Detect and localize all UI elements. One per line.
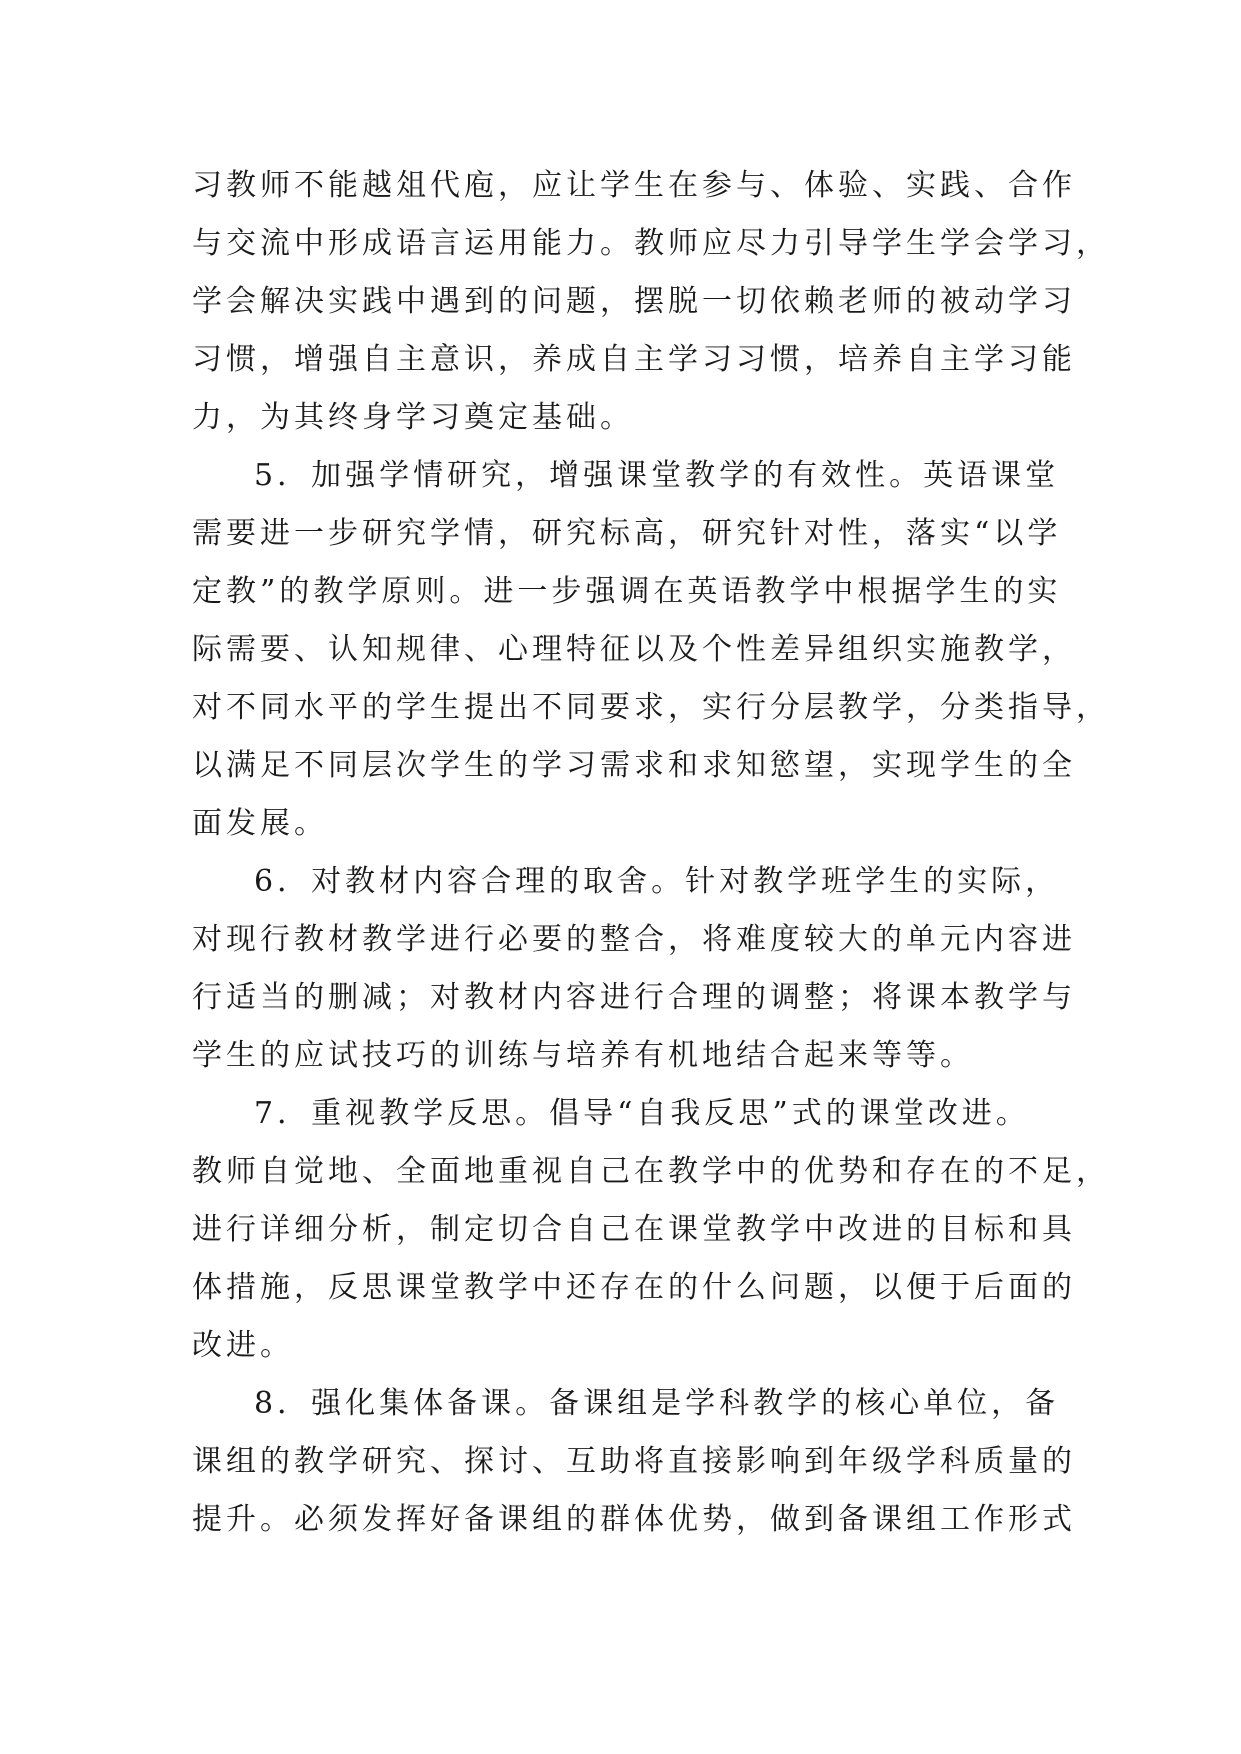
text-line: 习惯，增强自主意识，养成自主学习习惯，培养自主学习能 — [192, 342, 1076, 377]
paragraph-7-heading-line: 7．重视教学反思。倡导“自我反思”式的课堂改进。 — [254, 1096, 1030, 1131]
text-line: 力，为其终身学习奠定基础。 — [192, 400, 634, 435]
text-line: 习教师不能越俎代庖，应让学生在参与、体验、实践、合作 — [192, 168, 1076, 203]
paragraph-8-heading-line: 8．强化集体备课。备课组是学科教学的核心单位，备 — [254, 1386, 1060, 1421]
text-line: 行适当的删减；对教材内容进行合理的调整；将课本教学与 — [192, 980, 1076, 1015]
text-line: 以满足不同层次学生的学习需求和求知慾望，实现学生的全 — [192, 748, 1076, 783]
text-line: 教师自觉地、全面地重视自己在教学中的优势和存在的不足， — [192, 1154, 1110, 1189]
text-line: 提升。必须发挥好备课组的群体优势，做到备课组工作形式 — [192, 1502, 1076, 1537]
text-line: 学会解决实践中遇到的问题，摆脱一切依赖老师的被动学习 — [192, 284, 1076, 319]
text-line: 与交流中形成语言运用能力。教师应尽力引导学生学会学习， — [192, 226, 1110, 261]
text-line: 际需要、认知规律、心理特征以及个性差异组织实施教学， — [192, 632, 1076, 667]
text-line: 进行详细分析，制定切合自己在课堂教学中改进的目标和具 — [192, 1212, 1076, 1247]
text-line: 学生的应试技巧的训练与培养有机地结合起来等等。 — [192, 1038, 974, 1073]
text-line: 需要进一步研究学情，研究标高，研究针对性，落实“以学 — [192, 516, 1062, 551]
text-line: 课组的教学研究、探讨、互助将直接影响到年级学科质量的 — [192, 1444, 1076, 1479]
text-line: 改进。 — [192, 1328, 294, 1363]
text-line: 面发展。 — [192, 806, 328, 841]
document-body — [192, 157, 1110, 1549]
text-line: 定教”的教学原则。进一步强调在英语教学中根据学生的实 — [192, 574, 1062, 609]
text-line: 对不同水平的学生提出不同要求，实行分层教学，分类指导， — [192, 690, 1110, 725]
paragraph-5-heading-line: 5．加强学情研究，增强课堂教学的有效性。英语课堂 — [254, 458, 1060, 493]
text-line: 对现行教材教学进行必要的整合，将难度较大的单元内容进 — [192, 922, 1076, 957]
paragraph-6-heading-line: 6．对教材内容合理的取舍。针对教学班学生的实际， — [254, 864, 1060, 899]
text-line: 体措施，反思课堂教学中还存在的什么问题，以便于后面的 — [192, 1270, 1076, 1305]
